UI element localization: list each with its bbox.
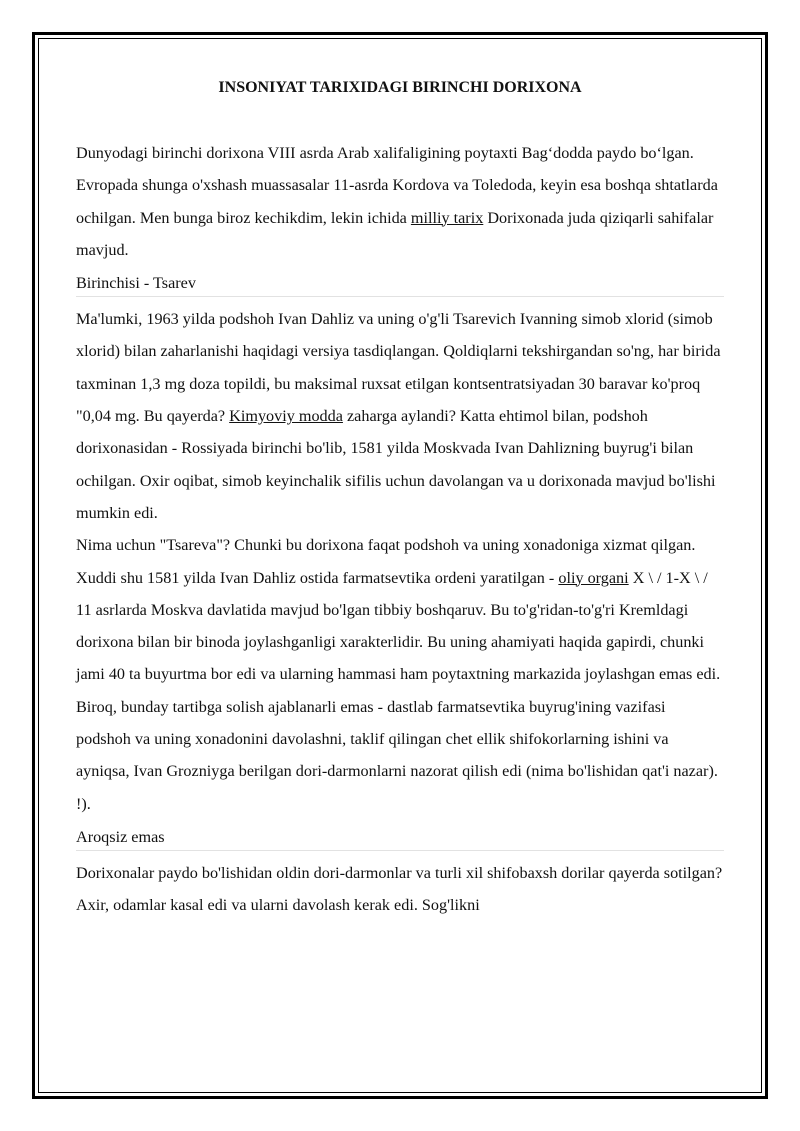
tsarev-p1-after: zaharga aylandi? Katta ehtimol bilan, podshoh dorixonasidan - Rossiyada birinchi bo'lib, 1581 yilda Moskvada Ivan Dahlizning buyrug'i bilan ochilgan. Oxir oqibat, simob keyinchalik sifilis uchun davolangan va u dorixonada mavjud bo'lishi mumkin edi. (76, 407, 716, 522)
tsarev-paragraph-3: Biroq, bunday tartibga solish ajablanarli emas - dastlab farmatsevtika buyrug'ining vazifasi podshoh va uning xonadonini davolashni, taklif qilingan chet ellik shifokorlarning ishini va ayniqsa, Ivan Grozniyga berilgan dori-darmonlarni nazorat qilish edi (nima bo'lishidan qat'i nazar). !). (76, 697, 718, 813)
document-title: INSONIYAT TARIXIDAGI BIRINCHI DORIXONA (218, 79, 582, 96)
document-body (76, 76, 724, 922)
tsarev-p1-before: Ma'lumki, 1963 yilda podshoh Ivan Dahliz va uning o'g'li Tsarevich Ivanning simob xlorid (simob xlorid) bilan zaharlanishi haqidagi versiya tasdiqlangan. Qoldiqlarni tekshirgandan so'ng, har birida taxminan 1,3 mg doza topildi, bu maksimal ruxsat etilgan kontsentratsiyadan 30 baravar ko'proq "0,04 mg. Bu qayerda? (76, 310, 721, 426)
intro-text-after: Dorixonada juda qiziqarli sahifalar mavjud. (76, 208, 714, 259)
oliy-organi-link[interactable]: oliy organi (558, 568, 629, 587)
tsarev-p2-after: X \ / 1-X \ / 11 asrlarda Moskva davlatida mavjud bo'lgan tibbiy boshqaruv. Bu to'g'ridan-to'g'ri Kremldagi dorixona bilan bir binoda joylashganligi xarakterlidir. Bu uning ahamiyati haqida gapirdi, chunki jami 40 ta buyurtma bor edi va ularning hammasi ham poytaxtning markazida joylashgan emas edi. (76, 568, 721, 684)
milliy-tarix-link[interactable]: milliy tarix (410, 208, 484, 227)
section-heading-tsarev: Birinchisi - Tsarev (76, 272, 724, 297)
kimyoviy-modda-link[interactable]: Kimyoviy modda (229, 407, 343, 426)
tsarev-paragraph-1 (76, 303, 724, 529)
aroqsiz-paragraph-1: Dorixonalar paydo bo'lishidan oldin dori-darmonlar va turli xil shifobaxsh dorilar qayerda sotilgan? Axir, odamlar kasal edi va ularni davolash kerak edi. Sog'likni (76, 863, 723, 915)
intro-text-before: Dunyodagi birinchi dorixona VIII asrda Arab xalifaligining poytaxti Bag‘dodda paydo bo‘lgan. Evropada shunga o'xshash muassasalar 11-asrda Kordova va Toledoda, keyin esa boshqa shtatlarda ochilgan. Men bunga biroz kechikdim, lekin ichida (76, 144, 718, 227)
tsarev-p2-before: Nima uchun "Tsareva"? Chunki bu dorixona faqat podshoh va uning xonadoniga xizmat qilgan. Xuddi shu 1581 yilda Ivan Dahliz ostida farmatsevtika ordeni yaratilgan - (76, 536, 696, 587)
tsarev-paragraph-2 (76, 529, 724, 690)
intro-paragraph (76, 137, 724, 266)
section-heading-aroqsiz: Aroqsiz emas (76, 826, 724, 851)
